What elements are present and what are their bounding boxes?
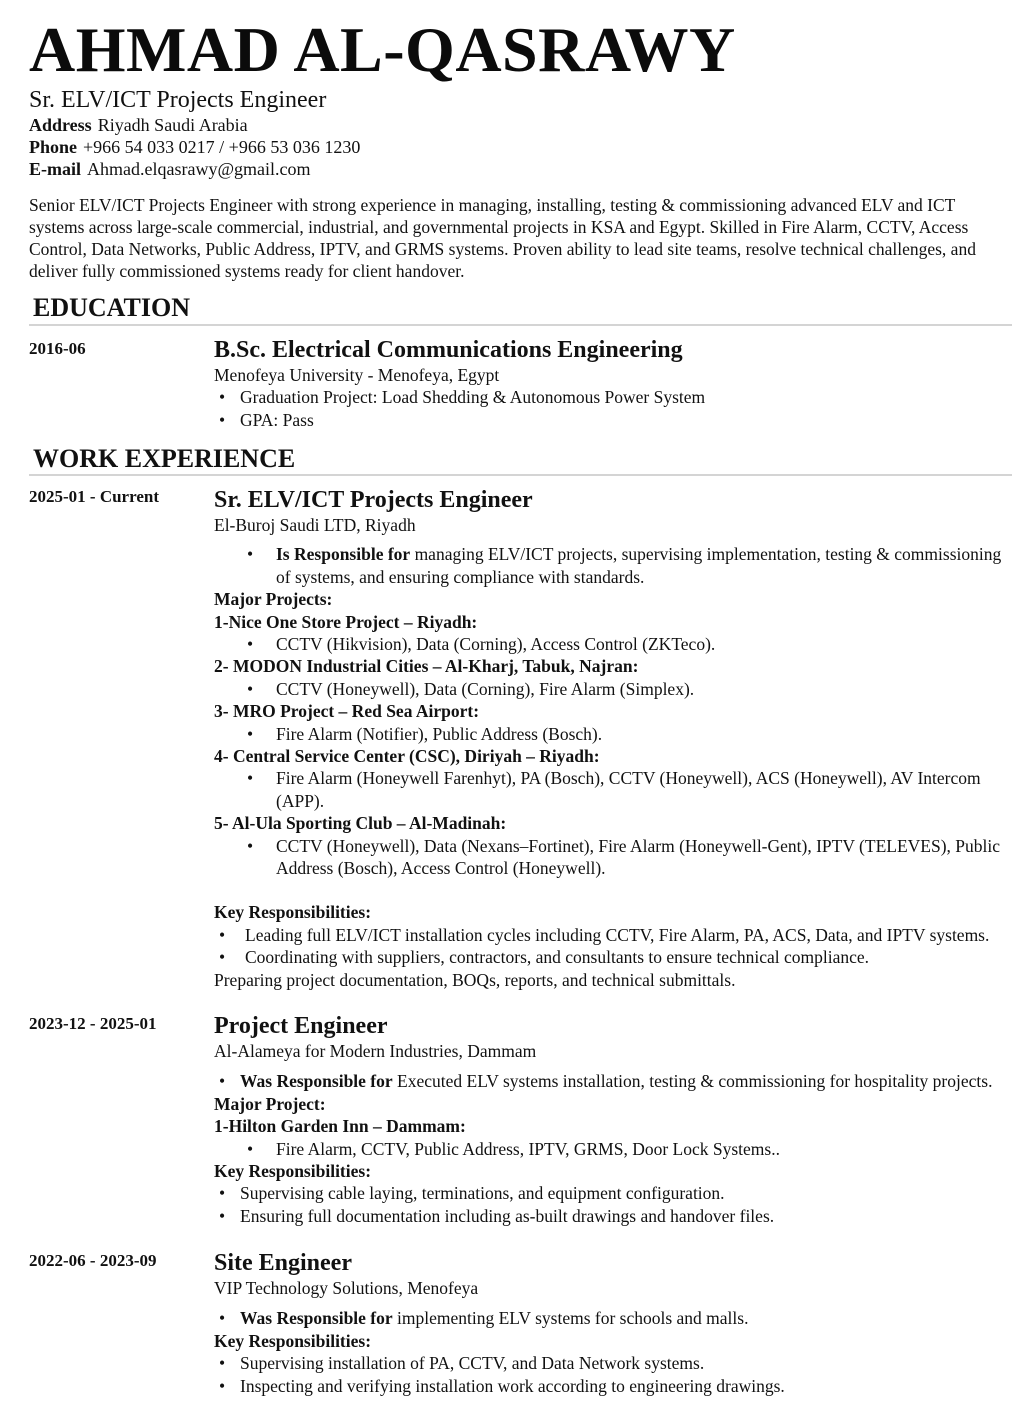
responsibility-summary — [214, 543, 1004, 588]
candidate-title: Sr. ELV/ICT Projects Engineer — [29, 87, 327, 113]
list-item: • Coordinating with suppliers, contractors, and consultants to ensure technical compliance. — [214, 946, 1004, 968]
list-item: • Fire Alarm (Honeywell Farenhyt), PA (Bosch), CCTV (Honeywell), ACS (Honeywell), AV Intercom (APP). — [214, 767, 1004, 812]
list-item: • Supervising installation of PA, CCTV, and Data Network systems. — [214, 1352, 1004, 1374]
contact-value: Ahmad.elqasrawy@gmail.com — [87, 159, 311, 179]
job-date: 2025-01 - Current — [29, 487, 159, 506]
responsibility-label: Is Responsible for — [276, 544, 411, 565]
key-responsibilities — [214, 1182, 1004, 1227]
list-item — [214, 1070, 1004, 1092]
education-entry — [214, 336, 1004, 431]
list-item — [214, 543, 1004, 588]
job-title: Project Engineer — [214, 1013, 388, 1039]
list-item: • CCTV (Honeywell), Data (Nexans–Fortinet), Fire Alarm (Honeywell-Gent), IPTV (TELEVES), Public Address (Bosch), Access Control (Honeywell). — [214, 835, 1004, 880]
list-item — [214, 1307, 1004, 1329]
contact-block — [29, 114, 360, 180]
project-systems — [214, 1138, 1004, 1160]
responsibility-summary — [214, 1307, 1004, 1329]
job-title: Site Engineer — [214, 1250, 352, 1276]
project-name: 5- Al-Ula Sporting Club – Al-Madinah: — [214, 813, 507, 834]
company-name: El-Buroj Saudi LTD, Riyadh — [214, 515, 416, 535]
project-name: 4- Central Service Center (CSC), Diriyah – Riyadh: — [214, 745, 600, 766]
company-name: Al-Alameya for Modern Industries, Dammam — [214, 1041, 537, 1061]
responsibility-text: implementing ELV systems for schools and malls. — [392, 1308, 749, 1329]
job-entry — [214, 486, 1004, 991]
job-title: Sr. ELV/ICT Projects Engineer — [214, 487, 533, 513]
education-heading: EDUCATION — [33, 293, 190, 322]
project-name: 2- MODON Industrial Cities – Al-Kharj, Tabuk, Najran: — [214, 656, 639, 677]
list-item: • GPA: Pass — [214, 409, 1004, 431]
job-entry — [214, 1249, 1004, 1397]
projects-heading: Major Projects: — [214, 589, 333, 610]
project-name: 3- MRO Project – Red Sea Airport: — [214, 701, 480, 722]
job-date: 2022-06 - 2023-09 — [29, 1251, 157, 1270]
responsibility-text: managing ELV/ICT projects, supervising implementation, testing & commissioning of systems, and ensuring compliance with standards. — [276, 544, 1002, 587]
school-name: Menofeya University - Menofeya, Egypt — [214, 365, 500, 385]
project-systems — [214, 723, 1004, 745]
company-name: VIP Technology Solutions, Menofeya — [214, 1278, 479, 1298]
list-item: • Ensuring full documentation including as-built drawings and handover files. — [214, 1205, 1004, 1227]
work-experience-heading: WORK EXPERIENCE — [33, 444, 296, 473]
list-item: • CCTV (Hikvision), Data (Corning), Access Control (ZKTeco). — [214, 633, 1004, 655]
project-systems — [214, 767, 1004, 812]
job-entry — [214, 1012, 1004, 1227]
contact-label: Phone — [29, 137, 78, 157]
section-divider — [29, 324, 1012, 326]
responsibility-label: Was Responsible for — [240, 1308, 393, 1329]
contact-address — [29, 114, 360, 136]
degree-title: B.Sc. Electrical Communications Engineering — [214, 337, 683, 363]
contact-email — [29, 158, 360, 180]
contact-label: E-mail — [29, 159, 81, 179]
project-name: 1-Nice One Store Project – Riyadh: — [214, 611, 478, 632]
contact-label: Address — [29, 115, 92, 135]
projects-heading: Major Project: — [214, 1093, 326, 1114]
project-name: 1-Hilton Garden Inn – Dammam: — [214, 1116, 466, 1137]
project-systems — [214, 633, 1004, 655]
education-date: 2016-06 — [29, 339, 86, 358]
list-item: • Fire Alarm, CCTV, Public Address, IPTV, GRMS, Door Lock Systems.. — [214, 1138, 1004, 1160]
job-date: 2023-12 - 2025-01 — [29, 1014, 157, 1033]
responsibility-label: Was Responsible for — [240, 1071, 393, 1092]
key-responsibilities-heading: Key Responsibilities: — [214, 1330, 372, 1351]
responsibility-summary — [214, 1070, 1004, 1092]
list-item: • CCTV (Honeywell), Data (Corning), Fire Alarm (Simplex). — [214, 678, 1004, 700]
list-item: • Graduation Project: Load Shedding & Autonomous Power System — [214, 386, 1004, 408]
key-responsibilities — [214, 924, 1004, 969]
list-item: • Inspecting and verifying installation work according to engineering drawings. — [214, 1375, 1004, 1397]
key-responsibilities-heading: Key Responsibilities: — [214, 902, 372, 923]
candidate-name: AHMAD AL-QASRAWY — [29, 14, 736, 85]
list-item: • Leading full ELV/ICT installation cycles including CCTV, Fire Alarm, PA, ACS, Data, and IPTV systems. — [214, 924, 1004, 946]
key-responsibilities-heading: Key Responsibilities: — [214, 1160, 372, 1181]
professional-summary: Senior ELV/ICT Projects Engineer with strong experience in managing, installing, testing & commissioning advanced ELV and ICT systems across large-scale commercial, industrial, and governmental projects in KSA and Egypt. Skilled in Fire Alarm, CCTV, Access Control, Data Networks, Public Address, IPTV, and GRMS systems. Proven ability to lead site teams, resolve technical challenges, and deliver fully commissioned systems ready for client handover. — [29, 195, 976, 281]
project-systems — [214, 835, 1004, 880]
responsibility-text: Executed ELV systems installation, testing & commissioning for hospitality projects. — [392, 1071, 993, 1092]
list-item: • Supervising cable laying, terminations, and equipment configuration. — [214, 1182, 1004, 1204]
contact-value: +966 54 033 0217 / +966 53 036 1230 — [83, 137, 361, 157]
project-systems — [214, 678, 1004, 700]
contact-value: Riyadh Saudi Arabia — [97, 115, 248, 135]
key-responsibilities — [214, 1352, 1004, 1397]
list-item: • Fire Alarm (Notifier), Public Address (Bosch). — [214, 723, 1004, 745]
contact-phone — [29, 136, 360, 158]
section-divider — [29, 474, 1012, 476]
education-bullets — [214, 386, 1004, 431]
extra-responsibility: Preparing project documentation, BOQs, reports, and technical submittals. — [214, 969, 736, 990]
